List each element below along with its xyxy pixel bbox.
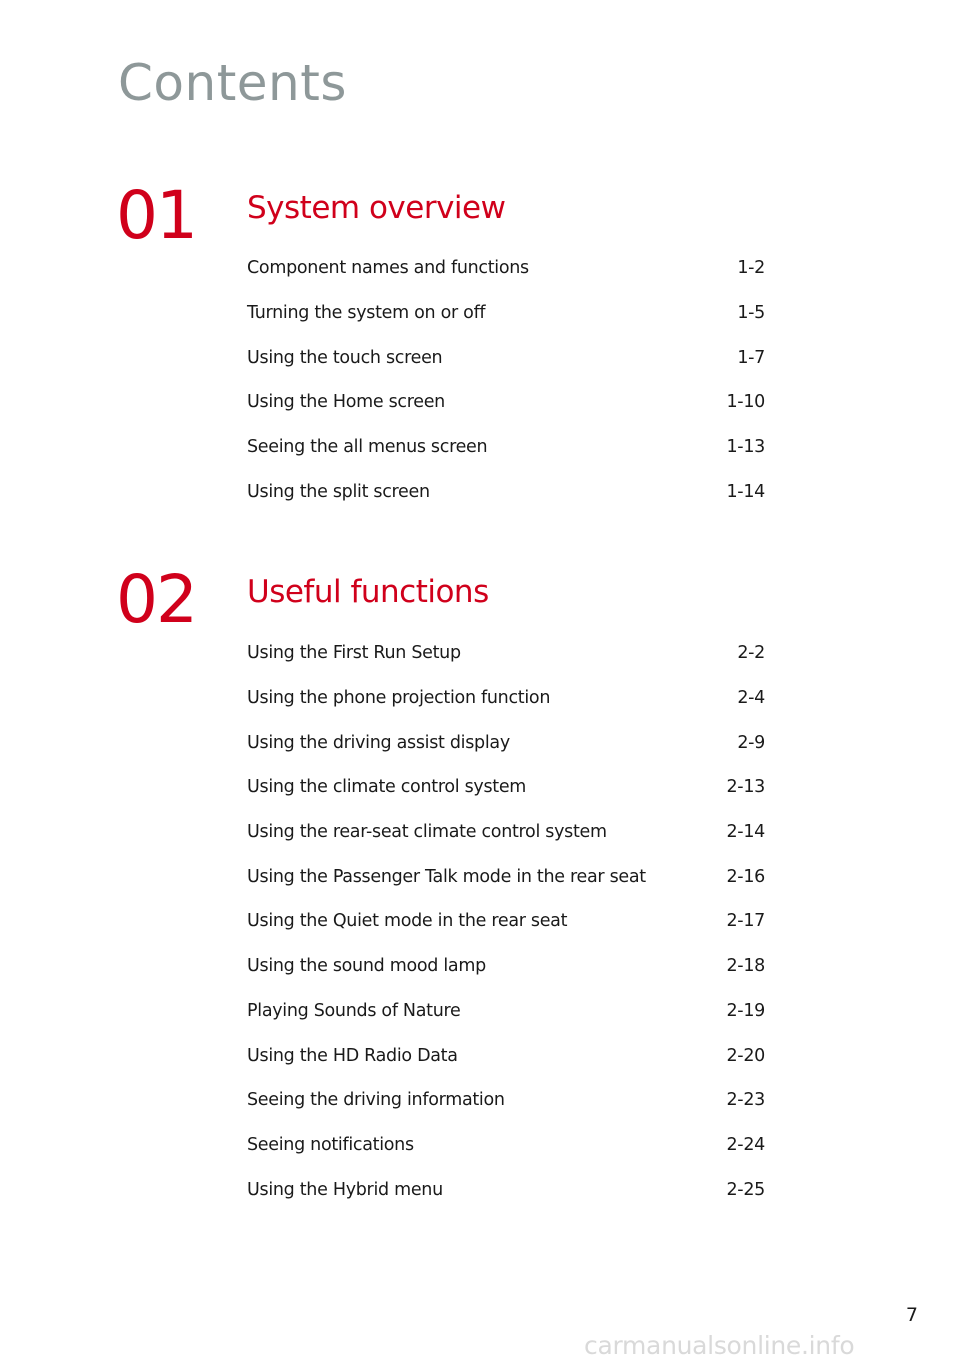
toc-entry-label: Using the phone projection function [247,688,551,709]
toc-entry-page: 2-24 [726,1134,765,1155]
toc-entry-page: 2-19 [726,1000,765,1021]
toc-entry[interactable] [247,989,765,1034]
toc-entry-label: Playing Sounds of Nature [247,1000,461,1021]
toc-entry-page: 1-5 [737,303,765,324]
page-number: 7 [905,1304,918,1326]
toc-entry-label: Component names and functions [247,258,529,279]
toc-entry-label: Seeing the all menus screen [247,437,488,458]
page-title: Contents [118,54,347,112]
toc-entry[interactable] [247,810,765,855]
toc-entry-label: Using the climate control system [247,777,527,798]
toc-entry[interactable] [247,246,765,291]
toc-entry[interactable] [247,1033,765,1078]
toc-entry-label: Using the Passenger Talk mode in the rear seat [247,866,646,887]
toc-entry-label: Seeing the driving information [247,1090,505,1111]
chapter-title: Useful functions [247,574,489,610]
toc-entry[interactable] [247,1167,765,1212]
toc-entry-label: Using the rear-seat climate control system [247,822,607,843]
toc-entry[interactable] [247,335,765,380]
chapter-title: System overview [247,190,506,226]
toc-entry[interactable] [247,425,765,470]
toc-entry-label: Using the driving assist display [247,732,510,753]
chapter-number: 01 [116,177,196,254]
toc-entry-page: 1-7 [737,347,765,368]
toc-entry-page: 2-2 [737,643,765,664]
toc-entry-page: 1-10 [726,392,765,413]
toc-entry[interactable] [247,720,765,765]
toc-entry[interactable] [247,1123,765,1168]
toc-list [247,246,765,514]
toc-entry-page: 2-25 [726,1179,765,1200]
toc-entry-label: Using the Home screen [247,392,445,413]
toc-entry-page: 1-2 [737,258,765,279]
toc-entry[interactable] [247,854,765,899]
toc-entry-page: 2-18 [726,956,765,977]
toc-entry-label: Using the First Run Setup [247,643,461,664]
toc-entry-label: Using the Hybrid menu [247,1179,443,1200]
toc-entry-label: Using the touch screen [247,347,443,368]
toc-entry-page: 2-23 [726,1090,765,1111]
toc-entry[interactable] [247,676,765,721]
toc-entry-page: 2-16 [726,866,765,887]
toc-entry[interactable] [247,380,765,425]
toc-entry-label: Using the sound mood lamp [247,956,486,977]
toc-entry[interactable] [247,899,765,944]
toc-entry[interactable] [247,765,765,810]
toc-entry-page: 2-13 [726,777,765,798]
toc-entry-page: 1-13 [726,437,765,458]
toc-entry-label: Turning the system on or off [247,303,486,324]
chapter-number: 02 [116,561,196,638]
toc-entry-page: 2-9 [737,732,765,753]
toc-entry[interactable] [247,1078,765,1123]
toc-entry-page: 2-20 [726,1045,765,1066]
toc-entry-label: Using the split screen [247,481,430,502]
toc-entry[interactable] [247,291,765,336]
toc-entry-page: 2-14 [726,822,765,843]
watermark: carmanualsonline.info [584,1331,855,1360]
toc-entry[interactable] [247,944,765,989]
toc-entry-label: Using the HD Radio Data [247,1045,458,1066]
toc-entry-page: 1-14 [726,481,765,502]
toc-list [247,631,765,1212]
toc-entry[interactable] [247,631,765,676]
toc-entry-page: 2-4 [737,688,765,709]
toc-entry-page: 2-17 [726,911,765,932]
toc-entry-label: Seeing notifications [247,1134,414,1155]
toc-entry-label: Using the Quiet mode in the rear seat [247,911,568,932]
toc-entry[interactable] [247,469,765,514]
